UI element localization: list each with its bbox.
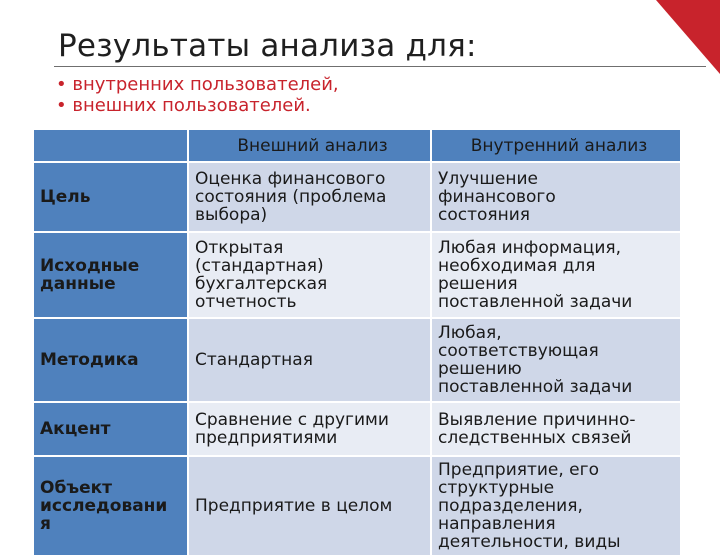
header-cell-internal: Внутренний анализ	[431, 129, 681, 162]
cell-external: Сравнение с другими предприятиями	[188, 402, 431, 456]
title-divider	[54, 66, 706, 67]
cell-external: Оценка финансового состояния (проблема выбора)	[188, 162, 431, 232]
cell-external: Стандартная	[188, 318, 431, 402]
row-label: Исходные данные	[33, 232, 188, 318]
page-title: Результаты анализа для:	[58, 28, 477, 64]
table-row	[33, 232, 681, 318]
bullet-item: • внутренних пользователей,	[56, 74, 339, 95]
row-label: Методика	[33, 318, 188, 402]
comparison-table	[32, 128, 682, 557]
corner-decoration	[656, 0, 720, 74]
row-label: Цель	[33, 162, 188, 232]
row-label: Объект исследовани я	[33, 456, 188, 556]
row-label: Акцент	[33, 402, 188, 456]
cell-internal: Предприятие, его структурные подразделения, направления деятельности, виды	[431, 456, 681, 556]
table-row	[33, 456, 681, 556]
cell-internal: Выявление причинно- следственных связей	[431, 402, 681, 456]
table-header-row	[33, 129, 681, 162]
cell-internal: Любая информация, необходимая для решения поставленной задачи	[431, 232, 681, 318]
table-row	[33, 402, 681, 456]
header-cell-empty	[33, 129, 188, 162]
cell-internal: Любая, соответствующая решению поставленной задачи	[431, 318, 681, 402]
cell-internal: Улучшение финансового состояния	[431, 162, 681, 232]
bullet-item: • внешних пользователей.	[56, 95, 339, 116]
cell-external: Предприятие в целом	[188, 456, 431, 556]
header-cell-external: Внешний анализ	[188, 129, 431, 162]
table-row	[33, 162, 681, 232]
cell-external: Открытая (стандартная) бухгалтерская отчетность	[188, 232, 431, 318]
table-row	[33, 318, 681, 402]
bullet-list	[56, 74, 339, 116]
